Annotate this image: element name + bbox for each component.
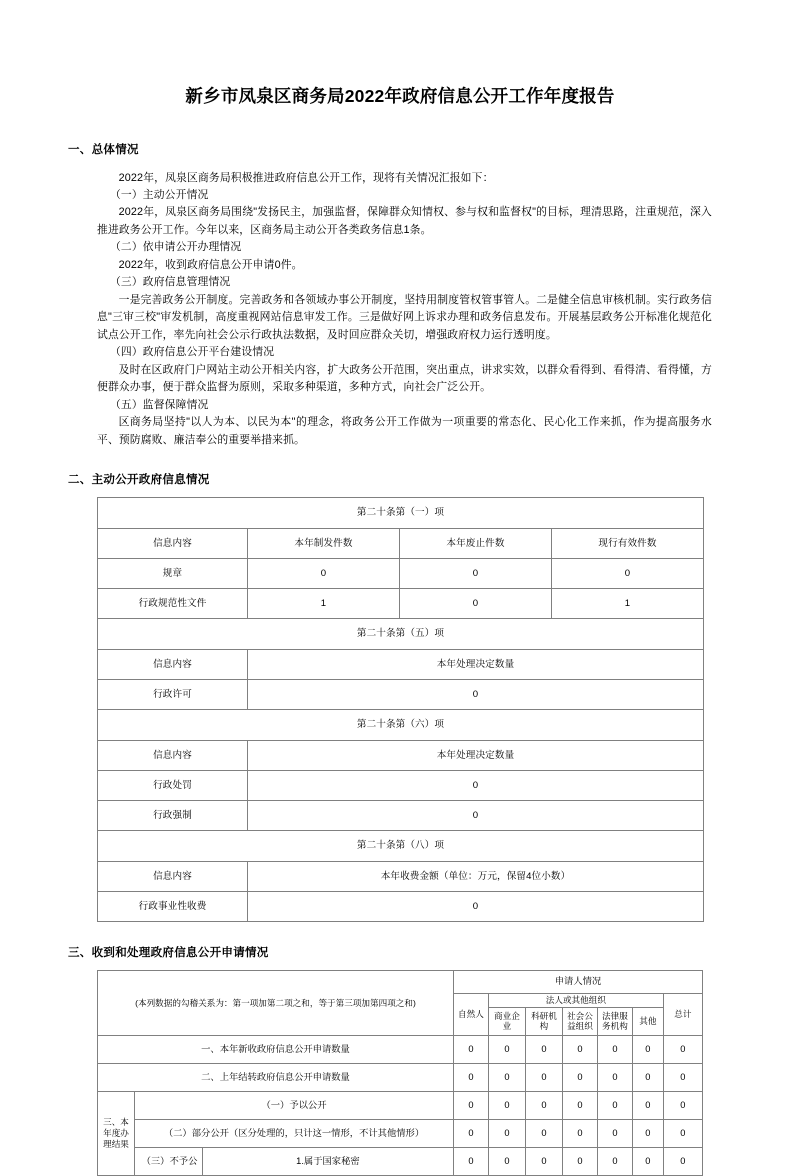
cell-value: 0 bbox=[248, 559, 400, 589]
cell-value: 0 bbox=[453, 1119, 488, 1147]
header-total: 总计 bbox=[663, 994, 702, 1036]
table-row bbox=[98, 1147, 703, 1175]
column-header: 信息内容 bbox=[98, 529, 248, 559]
table-row bbox=[98, 892, 704, 922]
cell-value: 0 bbox=[525, 1035, 562, 1063]
cell-value: 0 bbox=[663, 1035, 702, 1063]
cell-value: 0 bbox=[488, 1035, 525, 1063]
table-row bbox=[98, 801, 704, 831]
cell-value: 0 bbox=[488, 1147, 525, 1175]
paragraph: （一）主动公开情况 bbox=[109, 188, 209, 201]
row-label: 行政事业性收费 bbox=[98, 892, 248, 922]
cell-value: 0 bbox=[453, 1035, 488, 1063]
applications-table bbox=[97, 970, 703, 1176]
table-row bbox=[98, 771, 704, 801]
header-commercial-enterprise: 商业企业 bbox=[488, 1007, 525, 1035]
row-subgroup-label: （三）不予公 bbox=[135, 1147, 203, 1175]
cell-value: 0 bbox=[562, 1119, 597, 1147]
paragraph: （三）政府信息管理情况 bbox=[109, 276, 231, 289]
row-label: 行政处罚 bbox=[98, 771, 248, 801]
cell-value: 0 bbox=[248, 801, 704, 831]
cell-value: 0 bbox=[597, 1091, 632, 1119]
cell-value: 0 bbox=[562, 1063, 597, 1091]
paragraph: 2022年，收到政府信息公开申请0件。 bbox=[118, 258, 303, 271]
cell-value: 0 bbox=[632, 1119, 663, 1147]
row-label: （二）部分公开（区分处理的，只计这一情形，不计其他情形） bbox=[135, 1119, 454, 1147]
row-label: （一）予以公开 bbox=[135, 1091, 454, 1119]
row-label: 规章 bbox=[98, 559, 248, 589]
paragraph: 区商务局坚持"以人为本、以民为本"的理念，将政务公开工作做为一项重要的常态化、民心化工作来抓，作为提高服务水平、预防腐败、廉洁奉公的重要举措来抓。 bbox=[97, 416, 712, 446]
cell-value: 0 bbox=[597, 1147, 632, 1175]
table-row bbox=[98, 680, 704, 710]
row-group-label: 三、本年度办理结果 bbox=[98, 1091, 135, 1175]
cell-value: 0 bbox=[525, 1063, 562, 1091]
column-header: 信息内容 bbox=[98, 862, 248, 892]
cell-value: 0 bbox=[552, 559, 704, 589]
cell-value: 0 bbox=[400, 559, 552, 589]
cell-value: 0 bbox=[525, 1119, 562, 1147]
header-public-welfare-org: 社会公益组织 bbox=[562, 1007, 597, 1035]
table-group-title: 第二十条第（五）项 bbox=[98, 619, 704, 650]
column-header: 本年处理决定数量 bbox=[248, 741, 704, 771]
cell-value: 0 bbox=[597, 1035, 632, 1063]
cell-value: 0 bbox=[488, 1063, 525, 1091]
column-header: 信息内容 bbox=[98, 741, 248, 771]
cell-value: 0 bbox=[525, 1091, 562, 1119]
cell-value: 0 bbox=[632, 1147, 663, 1175]
section-heading-overall: 一、总体情况 bbox=[68, 143, 139, 156]
column-header: 本年制发件数 bbox=[248, 529, 400, 559]
cell-value: 0 bbox=[663, 1119, 702, 1147]
cell-value: 0 bbox=[453, 1147, 488, 1175]
cell-value: 1 bbox=[248, 589, 400, 619]
column-header: 信息内容 bbox=[98, 650, 248, 680]
cell-value: 0 bbox=[400, 589, 552, 619]
cell-value: 0 bbox=[663, 1147, 702, 1175]
column-header: 本年处理决定数量 bbox=[248, 650, 704, 680]
row-label: 行政许可 bbox=[98, 680, 248, 710]
column-header: 现行有效件数 bbox=[552, 529, 704, 559]
cell-value: 0 bbox=[562, 1091, 597, 1119]
column-header: 本年收费金额（单位：万元，保留4位小数） bbox=[248, 862, 704, 892]
row-label: 行政强制 bbox=[98, 801, 248, 831]
cell-value: 0 bbox=[525, 1147, 562, 1175]
paragraph: 2022年，凤泉区商务局积极推进政府信息公开工作，现将有关情况汇报如下： bbox=[118, 171, 494, 184]
proactive-disclosure-table bbox=[97, 497, 704, 922]
table-row bbox=[98, 1063, 703, 1091]
table-group-title: 第二十条第（八）项 bbox=[98, 831, 704, 862]
cell-value: 0 bbox=[562, 1147, 597, 1175]
header-applicant-situation: 申请人情况 bbox=[453, 971, 702, 994]
cell-value: 0 bbox=[248, 892, 704, 922]
header-research-institution: 科研机构 bbox=[525, 1007, 562, 1035]
section-heading-proactive-disclosure: 二、主动公开政府信息情况 bbox=[68, 474, 210, 487]
cell-value: 0 bbox=[663, 1063, 702, 1091]
header-legal-org: 法人或其他组织 bbox=[488, 994, 663, 1008]
table-row bbox=[98, 1091, 703, 1119]
table-row bbox=[98, 1119, 703, 1147]
section-heading-applications: 三、收到和处理政府信息公开申请情况 bbox=[68, 947, 269, 960]
paragraph: （四）政府信息公开平台建设情况 bbox=[109, 346, 275, 359]
cell-value: 0 bbox=[248, 771, 704, 801]
header-natural-person: 自然人 bbox=[453, 994, 488, 1036]
cell-value: 0 bbox=[632, 1035, 663, 1063]
cell-value: 0 bbox=[248, 680, 704, 710]
paragraph: 一是完善政务公开制度。完善政务和各领域办事公开制度，坚持用制度管权管事管人。二是健全信息审核机制。实行政务信息"三审三校"审发机制，高度重视网站信息审发工作。三是做好网上诉求办理和政务信息发布。开展基层政务公开标准化规范化试点公开工作，率先向社会公示行政执法数据，及时回应群众关切，增强政府权力运行透明度。 bbox=[97, 293, 712, 341]
cell-value: 0 bbox=[488, 1119, 525, 1147]
column-header: 本年废止件数 bbox=[400, 529, 552, 559]
cell-value: 0 bbox=[453, 1063, 488, 1091]
paragraph: 2022年，凤泉区商务局围绕"发扬民主，加强监督，保障群众知情权、参与权和监督权"的目标，理清思路，注重规范，深入推进政务公开工作。今年以来，区商务局主动公开各类政务信息1条。 bbox=[97, 206, 712, 236]
row-label: 1.属于国家秘密 bbox=[202, 1147, 453, 1175]
section1-body bbox=[0, 170, 800, 450]
table-row bbox=[98, 589, 704, 619]
page-title: 新乡市凤泉区商务局2022年政府信息公开工作年度报告 bbox=[185, 86, 615, 106]
cell-value: 0 bbox=[597, 1119, 632, 1147]
cell-value: 0 bbox=[453, 1091, 488, 1119]
table-row bbox=[98, 559, 704, 589]
table-row bbox=[98, 1035, 703, 1063]
cell-value: 1 bbox=[552, 589, 704, 619]
cell-value: 0 bbox=[562, 1035, 597, 1063]
cell-value: 0 bbox=[632, 1091, 663, 1119]
paragraph: （五）监督保障情况 bbox=[109, 398, 209, 411]
row-label: 二、上年结转政府信息公开申请数量 bbox=[98, 1063, 454, 1091]
paragraph: （二）依申请公开办理情况 bbox=[109, 241, 242, 254]
header-legal-service-org: 法律服务机构 bbox=[597, 1007, 632, 1035]
cell-value: 0 bbox=[488, 1091, 525, 1119]
table-group-title: 第二十条第（一）项 bbox=[98, 498, 704, 529]
row-label: 行政规范性文件 bbox=[98, 589, 248, 619]
cell-value: 0 bbox=[632, 1063, 663, 1091]
cell-value: 0 bbox=[663, 1091, 702, 1119]
row-label: 一、本年新收政府信息公开申请数量 bbox=[98, 1035, 454, 1063]
header-other: 其他 bbox=[632, 1007, 663, 1035]
cell-value: 0 bbox=[597, 1063, 632, 1091]
table-note: (本列数据的勾稽关系为：第一项加第二项之和，等于第三项加第四项之和) bbox=[98, 971, 454, 1036]
paragraph: 及时在区政府门户网站主动公开相关内容，扩大政务公开范围，突出重点，讲求实效，以群众看得到、看得清、看得懂，方便群众办事，便于群众监督为原则，采取多种渠道，多种方式，向社会广泛公开。 bbox=[97, 363, 712, 394]
table-group-title: 第二十条第（六）项 bbox=[98, 710, 704, 741]
